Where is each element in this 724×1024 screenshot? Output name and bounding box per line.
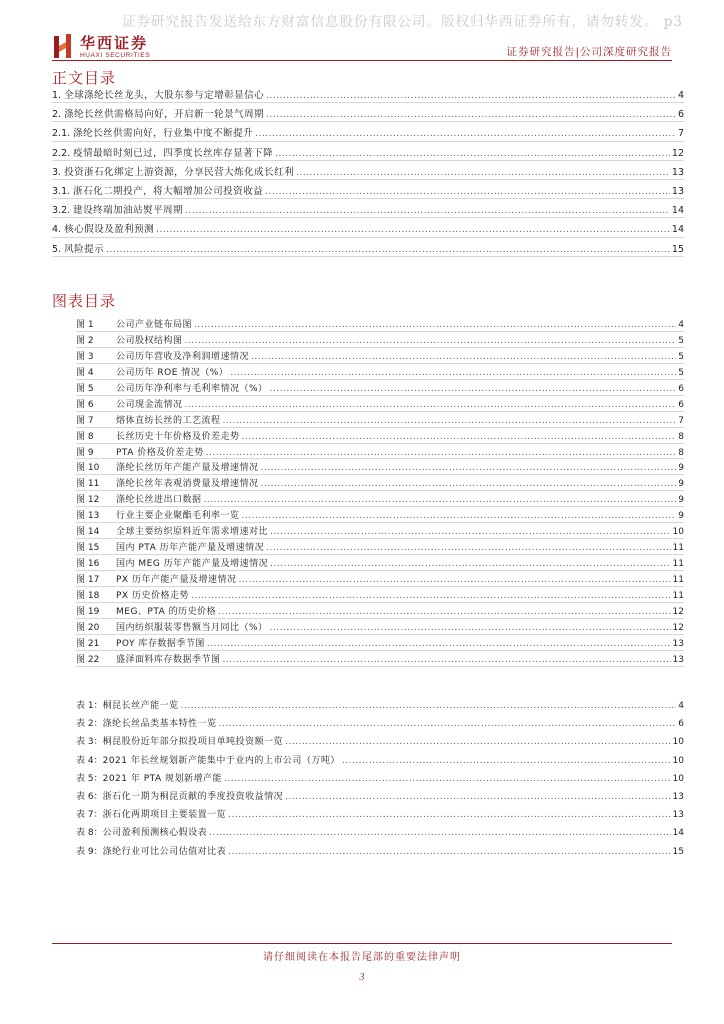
figure-label: 公司历年 ROE 情况（%）	[116, 367, 229, 378]
toc-item-number: 2.1.	[52, 128, 74, 140]
table-item[interactable]	[76, 715, 684, 733]
toc-item-page: 12	[671, 147, 684, 159]
leader-dots	[266, 106, 676, 125]
figure-number: 图 14	[76, 527, 100, 538]
toc-item-number: 5.	[52, 243, 65, 255]
report-type-label: 证券研究报告|公司深度研究报告	[506, 46, 672, 58]
figure-label: POY 库存数据季节图	[116, 638, 205, 649]
figure-item[interactable]	[76, 461, 684, 477]
toc-item[interactable]	[52, 182, 684, 201]
toc-item-page: 14	[671, 224, 684, 236]
toc-item-label: 投资浙石化绑定上游资源，分享民营大炼化成长红利	[64, 166, 295, 178]
leader-dots	[270, 621, 671, 637]
figure-item[interactable]	[76, 350, 684, 366]
table-item[interactable]	[76, 843, 684, 861]
leader-dots	[191, 589, 671, 605]
figure-label: 公司历年营收及净利润增速情况	[116, 351, 250, 362]
toc-item-label: 核心假设及盈利预测	[64, 224, 155, 236]
figure-page: 9	[678, 511, 684, 522]
figure-number: 图 12	[76, 495, 100, 506]
figure-number: 图 19	[76, 606, 100, 617]
toc-item-page: 4	[677, 90, 684, 101]
toc-item-number: 1.	[52, 90, 65, 101]
leader-dots	[266, 541, 670, 557]
leader-dots	[156, 221, 670, 240]
table-page: 10	[672, 737, 684, 748]
table-label: 公司盈利预测核心假设表	[102, 828, 208, 839]
toc-item-page: 6	[677, 109, 684, 121]
figure-item[interactable]	[76, 541, 684, 557]
toc-item[interactable]	[52, 220, 684, 239]
leader-dots	[224, 770, 671, 788]
toc-item-number: 3.2.	[52, 205, 74, 217]
figure-page: 9	[678, 463, 684, 474]
toc-item-number: 2.	[52, 109, 65, 121]
page-number: 3	[359, 972, 365, 983]
leader-dots	[251, 350, 676, 366]
figure-item[interactable]	[76, 366, 684, 382]
table-label: 2021 年 PTA 规划新增产能	[102, 773, 222, 784]
figure-label: 长丝历史十年价格及价差走势	[116, 431, 240, 442]
figure-number: 图 18	[76, 590, 100, 601]
figure-page: 9	[678, 495, 684, 506]
figure-label: 公司现金流情况	[116, 399, 183, 410]
table-number: 表 4：	[76, 755, 103, 766]
leader-dots	[242, 430, 677, 446]
table-number: 表 7：	[76, 810, 103, 821]
leader-dots	[261, 461, 677, 477]
table-item[interactable]	[76, 697, 684, 715]
leader-dots	[261, 477, 677, 493]
table-number: 表 3：	[76, 737, 103, 748]
figure-page: 11	[672, 575, 684, 585]
figure-label: PTA 价格及价差走势	[116, 447, 204, 458]
toc-item-page: 7	[677, 128, 684, 140]
figure-page: 8	[678, 431, 684, 442]
logo-chinese-name: 华西证券	[80, 34, 149, 52]
figure-label: 全球主要纺织原料近年需求增速对比	[116, 527, 269, 538]
figure-item[interactable]	[76, 334, 684, 350]
figure-number: 图 21	[76, 638, 100, 649]
figure-label: PX 历史价格走势	[116, 590, 189, 601]
figure-item[interactable]	[76, 621, 684, 637]
figure-number: 图 22	[76, 654, 100, 665]
figure-item[interactable]	[76, 573, 684, 589]
figure-label: 涤纶长丝年表观消费量及增速情况	[116, 479, 259, 490]
table-label: 浙石化一期为桐昆贡献的季度投资收益情况	[102, 791, 284, 802]
figure-item[interactable]	[76, 430, 684, 446]
toc-item[interactable]	[52, 240, 684, 259]
figure-page: 5	[678, 351, 684, 362]
leader-dots	[342, 752, 671, 770]
figure-label: 盛泽面料库存数据季节图	[116, 654, 221, 665]
figure-page: 6	[678, 399, 684, 410]
figures-toc-list	[76, 318, 684, 669]
toc-item-label: 风险提示	[64, 243, 105, 255]
leader-dots	[106, 241, 670, 260]
figure-page: 5	[678, 367, 684, 378]
toc-item-number: 2.2.	[52, 147, 74, 159]
figure-page: 4	[678, 320, 684, 330]
figure-item[interactable]	[76, 557, 684, 573]
table-page: 14	[672, 828, 684, 839]
figure-item[interactable]	[76, 605, 684, 621]
leader-dots	[228, 806, 670, 824]
figure-page: 8	[678, 447, 684, 458]
table-page: 10	[672, 755, 684, 766]
figure-page: 9	[678, 479, 684, 490]
leader-dots	[218, 605, 670, 621]
figure-number: 图 2	[76, 335, 94, 346]
leader-dots	[265, 183, 670, 202]
figure-page: 13	[672, 654, 684, 665]
table-page: 6	[678, 719, 684, 730]
toc-item-page: 13	[671, 185, 684, 197]
leader-dots	[270, 382, 677, 398]
table-label: 桐昆长丝产能一览	[102, 701, 179, 711]
toc-item[interactable]	[52, 124, 684, 143]
watermark-text: 证券研究报告发送给东方财富信息股份有限公司。版权归华西证券所有，请勿转发。 p3	[122, 14, 684, 30]
figure-page: 13	[672, 638, 684, 649]
figure-label: 国内纺织服装零售额当月同比（%）	[116, 622, 268, 633]
figure-number: 图 11	[76, 479, 100, 490]
figure-item[interactable]	[76, 477, 684, 493]
leader-dots	[255, 125, 676, 144]
header-divider	[52, 60, 672, 61]
figure-label: 行业主要企业聚酯毛利率一览	[116, 511, 240, 522]
figure-item[interactable]	[76, 318, 684, 334]
leader-dots	[223, 653, 671, 669]
table-page: 13	[672, 810, 684, 821]
figure-number: 图 20	[76, 622, 100, 633]
figure-label: 公司股权结构图	[116, 335, 183, 346]
figure-number: 图 8	[76, 431, 94, 442]
table-page: 13	[672, 791, 684, 802]
leader-dots	[185, 398, 677, 414]
footer-divider	[52, 943, 672, 944]
toc-item-label: 建设终端加油站熨平周期	[73, 205, 184, 217]
leader-dots	[185, 202, 670, 221]
figure-page: 12	[672, 622, 684, 633]
leader-dots	[181, 697, 677, 715]
main-toc-list	[52, 86, 684, 259]
figure-label: 涤纶长丝历年产能产量及增速情况	[116, 463, 259, 474]
table-number: 表 6：	[76, 791, 103, 802]
figure-item[interactable]	[76, 493, 684, 509]
toc-item[interactable]	[52, 86, 684, 105]
figure-number: 图 9	[76, 447, 94, 458]
figure-page: 12	[672, 606, 684, 617]
table-page: 10	[672, 773, 684, 784]
figure-number: 图 15	[76, 543, 100, 554]
figure-label: PX 历年产能产量及增速情况	[116, 575, 237, 585]
figure-item[interactable]	[76, 446, 684, 462]
leader-dots	[209, 824, 670, 842]
leader-dots	[194, 318, 676, 334]
figure-number: 图 17	[76, 575, 100, 585]
toc-item-number: 4.	[52, 224, 65, 236]
toc-item-page: 15	[671, 243, 684, 255]
table-item[interactable]	[76, 806, 684, 824]
table-label: 桐昆股份近年部分拟投项目单吨投资额一览	[102, 737, 284, 748]
leader-dots	[204, 493, 677, 509]
toc-title: 正文目录	[52, 69, 117, 87]
leader-dots	[266, 87, 676, 106]
figure-page: 11	[672, 543, 684, 554]
toc-item[interactable]	[52, 163, 684, 182]
leader-dots	[223, 414, 677, 430]
figure-label: MEG、PTA 的历史价格	[116, 606, 217, 617]
figure-page: 5	[678, 335, 684, 346]
figure-label: 国内 MEG 历年产能产量及增速情况	[116, 559, 269, 570]
toc-item-label: 疫情最暗时刻已过，四季度长丝库存显著下降	[73, 147, 274, 159]
figure-number: 图 3	[76, 351, 94, 362]
table-label: 涤纶行业可比公司估值对比表	[102, 846, 227, 857]
leader-dots	[270, 557, 670, 573]
leader-dots	[285, 788, 670, 806]
figure-item[interactable]	[76, 589, 684, 605]
leader-dots	[185, 334, 677, 350]
figure-page: 6	[678, 383, 684, 394]
leader-dots	[270, 525, 671, 541]
huaxi-logo-icon	[52, 32, 74, 60]
toc-item[interactable]	[52, 201, 684, 220]
figure-item[interactable]	[76, 525, 684, 541]
table-item[interactable]	[76, 788, 684, 806]
figure-label: 涤纶长丝进出口数据	[116, 495, 202, 506]
figure-item[interactable]	[76, 414, 684, 430]
figure-number: 图 4	[76, 367, 94, 378]
table-item[interactable]	[76, 733, 684, 751]
logo-english-name: HUAXI SECURITIES	[80, 52, 151, 59]
leader-dots	[238, 573, 670, 589]
figure-number: 图 10	[76, 463, 100, 474]
leader-dots	[296, 164, 670, 183]
figure-number: 图 7	[76, 415, 94, 426]
leader-dots	[275, 145, 670, 164]
table-number: 表 2：	[76, 719, 103, 730]
figure-page: 11	[672, 559, 684, 570]
leader-dots	[219, 715, 677, 733]
leader-dots	[228, 843, 670, 861]
leader-dots	[242, 509, 677, 525]
table-number: 表 8：	[76, 828, 103, 839]
leader-dots	[285, 733, 670, 751]
table-item[interactable]	[76, 770, 684, 788]
figure-item[interactable]	[76, 653, 684, 669]
toc-item[interactable]	[52, 105, 684, 124]
table-number: 表 1：	[76, 701, 103, 711]
toc-item-page: 13	[671, 166, 684, 178]
figure-label: 公司历年净利率与毛利率情况（%）	[116, 383, 268, 394]
table-number: 表 9：	[76, 846, 103, 857]
toc-item-number: 3.1.	[52, 185, 74, 197]
leader-dots	[206, 446, 677, 462]
toc-item-label: 涤纶长丝供需格局向好，开启新一轮景气周期	[64, 109, 265, 121]
table-label: 浙石化两期项目主要装置一览	[102, 810, 227, 821]
toc-item-label: 涤纶长丝供需向好，行业集中度不断提升	[73, 128, 254, 140]
leader-dots	[207, 637, 671, 653]
table-item[interactable]	[76, 824, 684, 842]
toc-item-label: 浙石化二期投产，将大幅增加公司投资收益	[73, 185, 264, 197]
figure-item[interactable]	[76, 509, 684, 525]
figure-number: 图 1	[76, 320, 94, 330]
figure-number: 图 13	[76, 511, 100, 522]
leader-dots	[230, 366, 676, 382]
figure-page: 7	[678, 415, 684, 426]
tables-toc-list	[76, 697, 684, 861]
figure-page: 11	[672, 590, 684, 601]
figure-item[interactable]	[76, 398, 684, 414]
figure-item[interactable]	[76, 637, 684, 653]
toc-item[interactable]	[52, 144, 684, 163]
table-item[interactable]	[76, 752, 684, 770]
table-page: 15	[672, 846, 684, 857]
figure-number: 图 5	[76, 383, 94, 394]
figure-page: 10	[672, 527, 684, 538]
table-page: 4	[678, 701, 684, 711]
legal-disclaimer-note: 请仔细阅读在本报告尾部的重要法律声明	[263, 952, 461, 963]
figure-label: 公司产业链布局图	[116, 320, 193, 330]
toc-item-number: 3.	[52, 166, 65, 178]
toc-item-label: 全球涤纶长丝龙头，大股东参与定增彰显信心	[64, 90, 265, 101]
figures-toc-title: 图表目录	[52, 292, 117, 310]
figure-label: 熔体直纺长丝的工艺流程	[116, 415, 221, 426]
table-label: 2021 年长丝规划新产能集中于业内的上市公司（万吨）	[102, 755, 340, 766]
figure-number: 图 6	[76, 399, 94, 410]
table-label: 涤纶长丝品类基本特性一览	[102, 719, 217, 730]
figure-number: 图 16	[76, 559, 100, 570]
toc-item-page: 14	[671, 205, 684, 217]
table-number: 表 5：	[76, 773, 103, 784]
figure-item[interactable]	[76, 382, 684, 398]
figure-label: 国内 PTA 历年产能产量及增速情况	[116, 543, 265, 554]
